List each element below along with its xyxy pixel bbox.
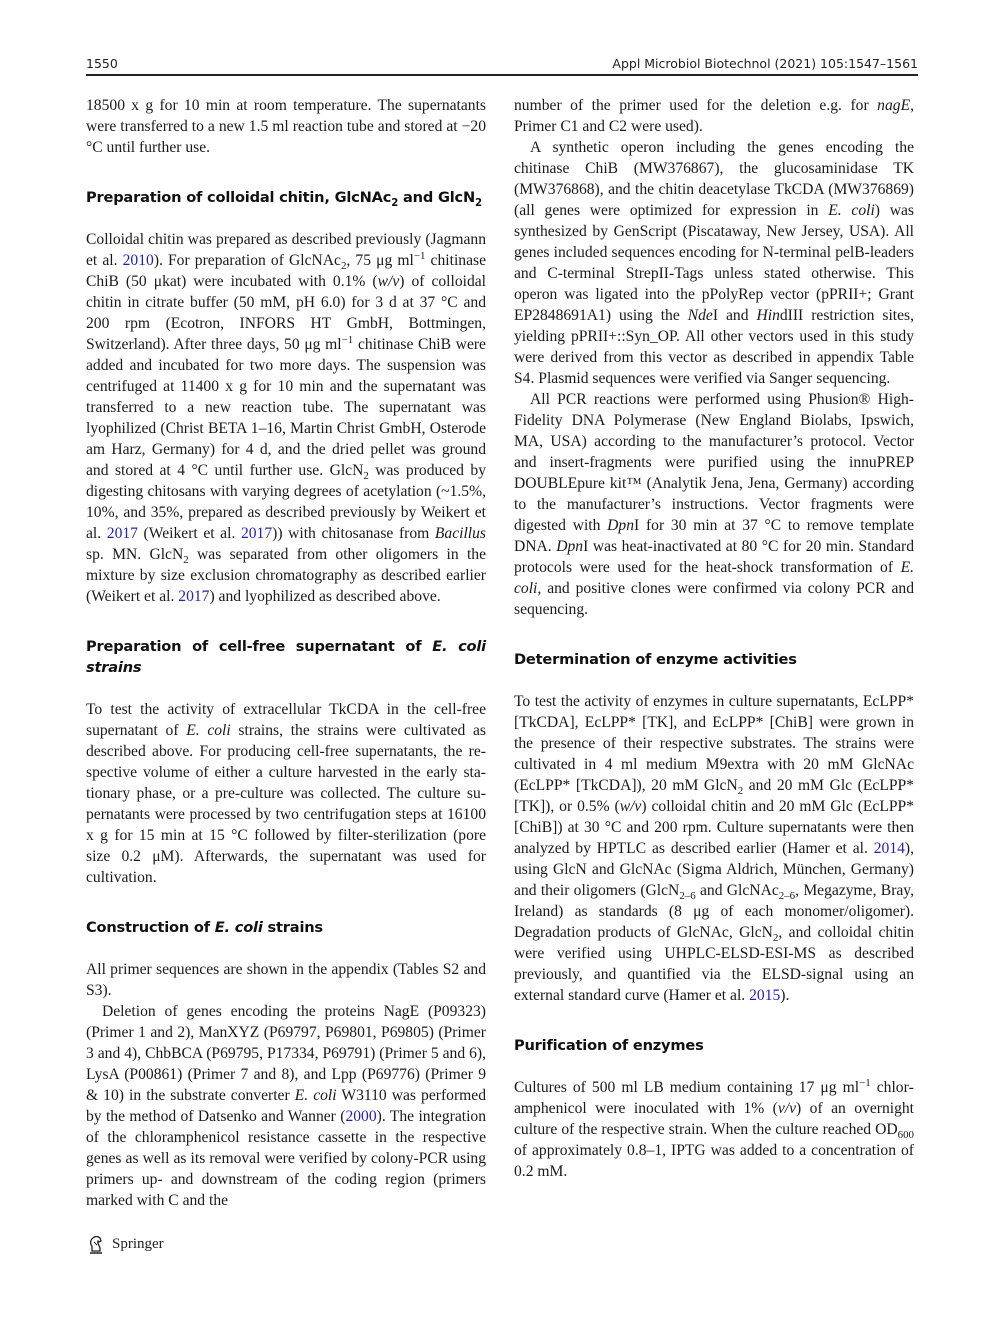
spacer [86, 938, 486, 959]
springer-knight-icon [86, 1234, 106, 1254]
citation-link[interactable]: 2017 [240, 525, 273, 542]
text-run: and GlcNAc [695, 882, 779, 899]
text-run: ), using GlcN and GlcNAc (Sigma Aldrich, München, Germany) and their oligomers (GlcN [514, 840, 914, 899]
text-run: Preparation of cell-free supernatant of [86, 638, 433, 655]
left-column [86, 95, 486, 1211]
subscript: 2 [363, 470, 369, 483]
subscript: 2–6 [778, 890, 796, 903]
journal-citation: Appl Microbiol Biotechnol (2021) 105:1547–1561 [612, 56, 918, 71]
citation-link[interactable]: 2015 [749, 987, 781, 1004]
superscript: −1 [859, 1076, 871, 1089]
text-run: was separated from other oligomers in the mixture by size exclusion chromatography as described earlier (Weikert et al. [86, 546, 487, 605]
spacer [86, 888, 486, 917]
text-run: I was heat-inactivated at 80 °C for 20 min. Standard protocols were used for the heat-shock transformation of [514, 538, 914, 576]
section-heading [514, 1035, 914, 1056]
section-heading [86, 636, 486, 678]
citation-link[interactable]: 2017 [178, 588, 210, 605]
text-run: was produced by digesting chitosans with varying degrees of acetylation (~1.5%, 10%, and 35%, prepared as described previously by Weikert et al. [86, 462, 486, 542]
subscript: 2 [475, 197, 482, 209]
section-heading [86, 917, 486, 938]
running-header [86, 54, 918, 76]
section-heading [86, 187, 486, 208]
publisher-name: Springer [112, 1235, 164, 1252]
text-run: , and colloidal chitin were verified using UHPLC-ELSD-ESI-MS as described previously, and quantified via the ELSD-signal using an external standard curve (Hamer et al. [514, 924, 914, 1004]
text-run: ) of an overnight culture of the respective strain. When the culture reached OD [514, 1100, 915, 1138]
text-run: and GlcN [398, 189, 476, 206]
italic-text: nagE [877, 97, 911, 114]
body-paragraph [86, 959, 486, 1001]
text-run: and 20 mM Glc (EcLPP* [TK]), or 0.5% ( [514, 777, 914, 815]
section-heading [514, 649, 914, 670]
text-run: chitinase ChiB (50 μkat) were incubated with 0.1% ( [86, 252, 486, 290]
spacer [86, 208, 486, 229]
body-paragraph [86, 699, 486, 888]
italic-text: E. coli [294, 1087, 337, 1104]
text-run: and positive clones were confirmed via colony PCR and sequencing. [514, 580, 914, 618]
text-run: A synthetic operon including the genes encoding the chitinase ChiB (MW376867), the glucosaminidase TK (MW376868), and the chitin deacetylase TkCDA (MW376869) (all genes were optimized for expression in [514, 139, 914, 219]
text-run: ). The integration of the chloramphenicol resistance cassette in the respective genes as well as its removal were verified by colony-PCR using primers up- and downstream of the coding region (primers marked with C and the [86, 1108, 486, 1209]
text-run: (Weikert et al. [137, 525, 241, 542]
right-column [514, 95, 914, 1182]
subscript: 600 [897, 1129, 914, 1142]
text-run: 18500 x g for 10 min at room temperature. The supernatants were transferred to a new 1.5 ml reaction tube and stored at −20 °C until further use. [86, 97, 486, 156]
text-run: chitinase ChiB were added and incubated for two more days. The suspension was centrifuged at 11400 x g for 10 min and the supernatant was transferred to a new reaction tube. The supernatant was lyophilized (Christ BETA 1–16, Martin Christ GmbH, Osterode am Harz, Germany) for 4 d, and the dried pellet was ground and stored at 4 °C until further use. GlcN [86, 336, 486, 479]
subscript: 2 [183, 554, 189, 567]
italic-text: Bacillus [434, 525, 486, 542]
italic-text: E. coli [828, 202, 875, 219]
subscript: 2–6 [679, 890, 696, 903]
publisher-footer [86, 1234, 164, 1254]
text-run: ) was synthesized by GenScript (Piscataway, New Jersey, USA). All genes included sequences encoding for N-terminal pelB-leaders and C-terminal StrepII-Tags unless stated otherwise. This operon was ligated into the pPolyRep vector (pPRII+; Grant EP2848691A1) using the [514, 202, 914, 324]
text-run: All PCR reactions were performed using Phusion® High-Fidelity DNA Polymerase (New England Biolabs, Ipswich, MA, USA) according to the manufacturer’s protocol. Vector and insert-fragments were purified using the innuPREP DOUBLEpure kit™ (Analytik Jena, Jena, Germany) according to the manufacturer’s instructions. Vector fragments were digested with [514, 391, 914, 534]
text-run: Colloidal chitin was prepared as described previously (Jagmann et al. [86, 231, 486, 269]
italic-text: E. coli strains [86, 638, 486, 676]
text-run: I for 30 min at 37 °C to remove template DNA. [514, 517, 914, 555]
text-run: All primer sequences are shown in the appendix (Tables S2 and S3). [86, 961, 486, 999]
spacer [514, 1056, 914, 1077]
subscript: 2 [737, 785, 744, 798]
subscript: 2 [340, 260, 347, 273]
text-run: Determination of enzyme activities [514, 651, 797, 668]
text-run: )) with chitosanase from [272, 525, 435, 542]
text-run: number of the primer used for the deletion e.g. for [514, 97, 878, 114]
spacer [514, 1006, 914, 1035]
text-run: chloramphenicol were inoculated with 1% ( [514, 1079, 914, 1117]
citation-link[interactable]: 2017 [106, 525, 138, 542]
spacer [86, 678, 486, 699]
text-run: I and [712, 307, 757, 324]
italic-text: w/v [619, 798, 642, 815]
text-run: , Primer C1 and C2 were used). [514, 97, 914, 135]
italic-text: E. coli [186, 722, 231, 739]
italic-text: Dpn [556, 538, 584, 555]
text-run: W3110 was performed by the method of Datsenko and Wanner ( [86, 1087, 486, 1125]
body-paragraph [86, 95, 486, 158]
superscript: −1 [341, 333, 354, 346]
italic-text: E. coli [214, 919, 263, 936]
text-run: Deletion of genes encoding the proteins NagE (P09323) (Primer 1 and 2), ManXYZ (P69797, P69801, P69805) (Primer 3 and 4), ChbBCA (P69795, P17334, P69791) (Primer 5 and 6), LysA (P00861) (Primer 7 and 8), and Lpp (P69776) (Primer 9 & 10) in the substrate converter [86, 1003, 486, 1104]
body-paragraph [514, 137, 914, 389]
text-run: ). For preparation of GlcNAc [153, 252, 341, 269]
spacer [86, 158, 486, 187]
text-run: Cultures of 500 ml LB medium containing 17 μg ml [514, 1079, 860, 1096]
italic-text: Nde [687, 307, 713, 324]
body-paragraph [86, 1001, 486, 1211]
spacer [514, 620, 914, 649]
spacer [86, 607, 486, 636]
italic-text: w/v [377, 273, 400, 290]
text-run: To test the activity of extracellular TkCDA in the cell-free supernatant of [86, 701, 486, 739]
citation-link[interactable]: 2014 [873, 840, 905, 857]
body-paragraph [514, 691, 914, 1006]
text-run: sp. MN. GlcN [86, 546, 184, 563]
subscript: 2 [772, 932, 779, 945]
body-paragraph [514, 1077, 914, 1182]
citation-link[interactable]: 2000 [345, 1108, 377, 1125]
text-run: ) of colloidal chitin in citrate buffer (50 mM, pH 6.0) for 3 d at 37 °C and 200 rpm (Ecotron, INFORS HT GmbH, Bottmingen, Switzerland). After three days, 50 μg ml [86, 273, 487, 353]
text-run: strains, the strains were cultivated as described above. For producing cell-free supernatants, the respective volume of either a culture harvested in the early stationary phase, or a pre-culture was collected. The culture supernatants were processed by two centrifugation steps at 16100 x g for 15 min at 15 °C followed by filter-sterilization (pore size 0.2 μM). Afterwards, the supernatant was used for cultivation. [86, 722, 486, 886]
text-run: ). [780, 987, 790, 1004]
italic-text: v/v [777, 1100, 797, 1117]
text-run: ) and lyophilized as described above. [209, 588, 441, 605]
text-run: ) colloidal chitin and 20 mM Glc (EcLPP* [ChiB]) at 30 °C and 200 rpm. Culture supernatants were then analyzed by HPTLC as described earlier (Hamer et al. [514, 798, 915, 857]
text-run: of approximately 0.8–1, IPTG was added to a concentration of 0.2 mM. [514, 1142, 914, 1180]
subscript: 2 [391, 197, 399, 209]
superscript: −1 [413, 249, 426, 262]
text-run: To test the activity of enzymes in culture supernatants, EcLPP* [TkCDA], EcLPP* [TK], and EcLPP* [ChiB] were grown in the presence of their respective substrates. The strains were cultivated in 4 ml medium M9extra with 20 mM GlcNAc (EcLPP* [TkCDA]), 20 mM GlcN [514, 693, 914, 794]
body-paragraph [86, 229, 486, 607]
text-run: Preparation of colloidal chitin, GlcNAc [86, 189, 392, 206]
italic-text: Hin [756, 307, 780, 324]
page-number: 1550 [86, 56, 118, 71]
text-run: strains [262, 919, 323, 936]
spacer [514, 670, 914, 691]
italic-text: Dpn [607, 517, 635, 534]
text-run: , Megazyme, Bray, Ireland) as standards (8 μg of each monomer/oligomer). Degradation products of GlcNAc, GlcN [514, 882, 914, 941]
text-run: , 75 μg ml [346, 252, 414, 269]
body-paragraph [514, 389, 914, 620]
citation-link[interactable]: 2010 [122, 252, 154, 269]
text-run: dIII restriction sites, yielding pPRII+::Syn_OP. All other vectors used in this study were derived from this vector as described in appendix Table S4. Plasmid sequences were verified via Sanger sequencing. [514, 307, 914, 387]
text-run: Construction of [86, 919, 215, 936]
body-paragraph [514, 95, 914, 137]
italic-text: E. coli, [514, 559, 914, 597]
text-run: Purification of enzymes [514, 1037, 704, 1054]
